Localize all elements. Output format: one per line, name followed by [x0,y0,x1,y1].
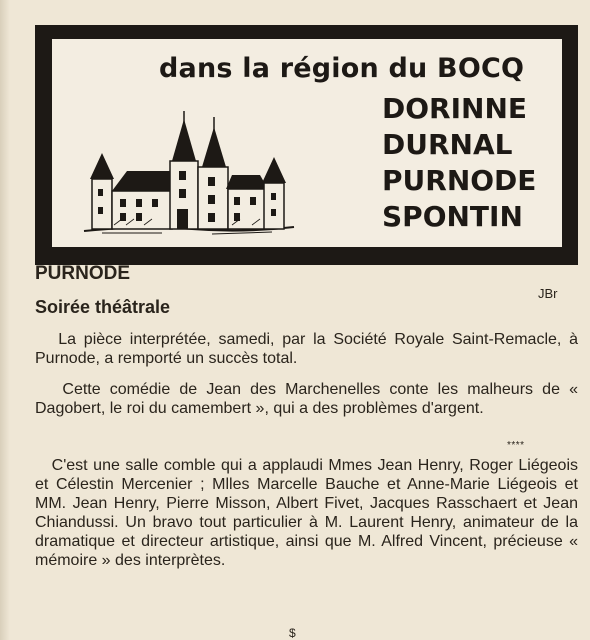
paragraph-text: Cette comédie de Jean des Marchenelles conte les malheurs de « Dagobert, le roi du camembert », qui a des problèmes d'argent. [35,381,578,417]
town-list [382,91,536,235]
castle-illustration [82,91,297,236]
paragraph-text: C'est une salle comble qui a applaudi Mmes Jean Henry, Roger Liégeois et Célestin Mercenier ; Mlles Marcelle Bauche et Anne-Marie Liégeois et MM. Jean Henry, Pierre Misson, Albert Fivet, Jacques Rasschaert et Jean Chiandussi. Un bravo tout particulier à M. Laurent Henry, animateur de la dramatique et directeur artistique, ainsi que M. Alfred Vincent, précieuse « mémoire » des interprètes. [35,457,578,569]
article-paragraph [35,456,578,570]
article-subtitle: Soirée théâtrale [35,297,171,317]
paper-edge [0,0,10,640]
town-name: DURNAL [382,128,513,161]
paragraph-text: La pièce interprétée, samedi, par la Société Royale Saint-Remacle, à Purnode, a remporté un succès total. [35,331,578,367]
town-name: DORINNE [382,92,528,125]
header-banner [35,25,578,265]
header-banner-inner [52,39,562,247]
town-name: PURNODE [382,164,537,197]
article-paragraph [35,330,578,368]
section-title: PURNODE [35,263,131,284]
separator-stars: **** [507,440,525,451]
bottom-mark: $ [289,626,296,640]
article-paragraph [35,380,578,418]
town-name: SPONTIN [382,200,523,233]
region-title: dans la région du BOCQ [159,53,525,84]
author-initials: JBr [538,286,558,301]
